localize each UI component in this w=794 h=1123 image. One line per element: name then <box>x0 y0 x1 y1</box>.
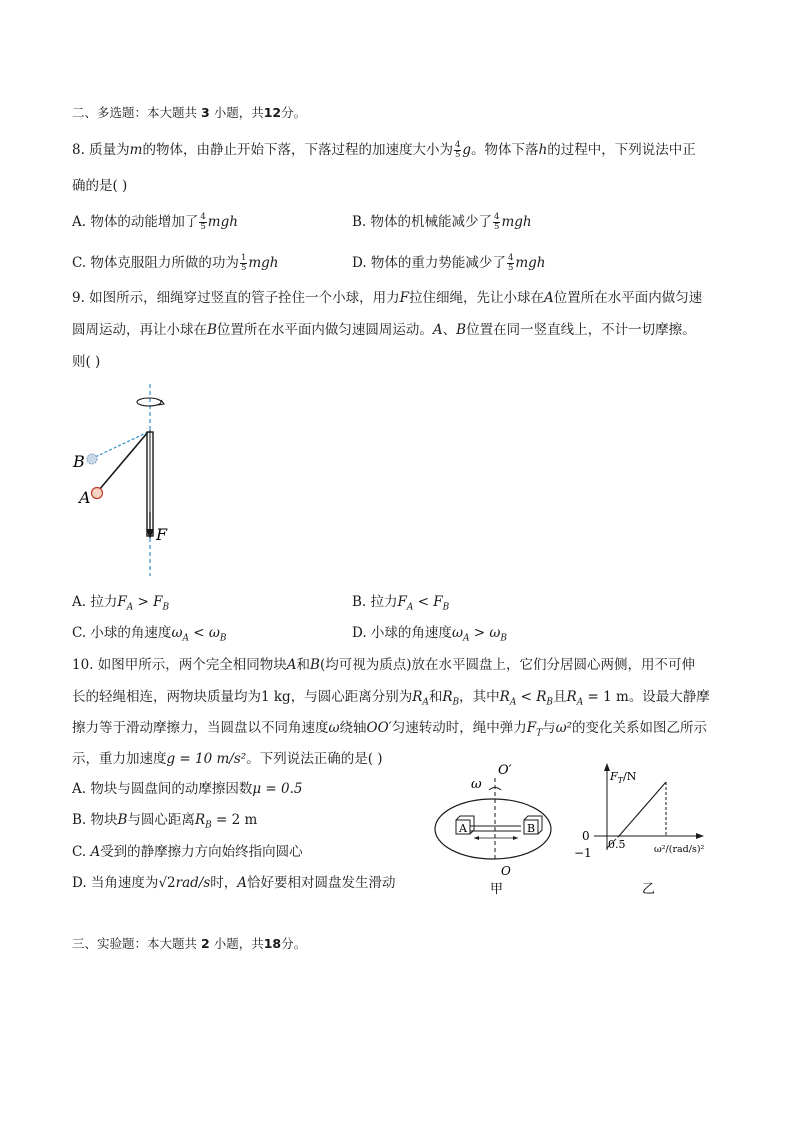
q10-figure-yi <box>574 760 724 895</box>
q10-option-b[interactable]: B. 物块B与圆心距离$R_B = 2$ m <box>72 812 258 831</box>
q10-stem-line3: 擦力等于滑动摩擦力，当圆盘以不同角速度ω绕轴OO′匀速转动时，绳中弹力$F_T$与ω²的变化关系如图乙所示 <box>72 720 708 739</box>
q9-option-c[interactable]: C. 小球的角速度$\omega_A < \omega_B$ <box>72 625 227 644</box>
label-zero: 0 <box>582 829 590 843</box>
label-f: F <box>156 525 168 544</box>
rotation-arrow-icon <box>137 398 161 406</box>
q9-figure <box>70 382 180 578</box>
q9-stem-line2: 圆周运动，再让小球在B位置所在水平面内做匀速圆周运动。A、B位置在同一竖直线上，不计一切摩擦。 <box>72 322 696 338</box>
q10-option-d[interactable]: D. 当角速度为√2rad/s时，A恰好要相对圆盘发生滑动 <box>72 875 396 891</box>
q8-option-c[interactable]: C. 物体克服阻力所做的功为 $\frac{1}{5}$ mgh <box>72 253 279 273</box>
svg-text:B: B <box>527 822 536 835</box>
q9-option-d[interactable]: D. 小球的角速度$\omega_A > \omega_B$ <box>352 625 507 644</box>
q8-option-b[interactable]: B. 物体的机械能减少了 $\frac{4}{5}$ mgh <box>352 212 532 232</box>
y-label: $F_T/N$ <box>610 770 637 785</box>
x-label: ω²/(rad/s)² <box>654 844 705 855</box>
label-tick: 0.5 <box>608 838 626 851</box>
section-2-header: 二、多选题：本大题共 3 小题，共12分。 <box>72 105 307 120</box>
label-a: A <box>79 488 91 507</box>
label-b: B <box>73 452 85 471</box>
caption-jia: 甲 <box>490 882 504 897</box>
q8-stem-line2: 确的是( ) <box>72 178 128 194</box>
graph-line <box>619 782 666 836</box>
q9-option-b[interactable]: B. 拉力$F_A < F_B$ <box>352 594 450 613</box>
string-to-a <box>99 432 148 490</box>
ball-b <box>87 454 97 464</box>
q9-option-a[interactable]: A. 拉力$F_A > F_B$ <box>72 594 170 613</box>
section-3-header: 三、实验题：本大题共 2 小题，共18分。 <box>72 936 307 951</box>
q10-stem-line4: 示，重力加速度g = 10 m/s²。下列说法正确的是( ) <box>72 751 383 767</box>
q10-stem-line2: 长的轻绳相连，两物块质量均为1 kg，与圆心距离分别为$R_A$和$R_B$，其中$R_A < R_B$且$R_A = 1$ m。设最大静摩 <box>72 689 710 708</box>
q9-stem-line1: 9. 如图所示，细绳穿过竖直的管子拴住一个小球，用力F拉住细绳，先让小球在A位置所在水平面内做匀速 <box>72 290 703 306</box>
label-o-prime: O′ <box>498 763 512 778</box>
svg-text:A: A <box>459 822 467 835</box>
caption-yi: 乙 <box>642 882 656 897</box>
label-neg-one: −1 <box>574 846 592 860</box>
q8-option-d[interactable]: D. 物体的重力势能减少了 $\frac{4}{5}$ mgh <box>352 253 546 273</box>
q8-stem-line1: 8. 质量为m的物体，由静止开始下落，下落过程的加速度大小为 $\frac{4}{5}$ g。物体下落h的过程中，下列说法中正 <box>72 140 696 160</box>
string-to-b <box>93 432 148 458</box>
q8-option-a[interactable]: A. 物体的动能增加了 $\frac{4}{5}$ mgh <box>72 212 238 232</box>
fraction: $\frac{4}{5}$ <box>454 140 461 160</box>
q10-stem-line1: 10. 如图甲所示，两个完全相同物块A和B(均可视为质点)放在水平圆盘上，它们分居圆心两侧，用不可伸 <box>72 657 695 673</box>
q10-option-c[interactable]: C. A受到的静摩擦力方向始终指向圆心 <box>72 844 303 860</box>
q10-option-a[interactable]: A. 物块与圆盘间的动摩擦因数μ = 0.5 <box>72 781 303 797</box>
label-o: O <box>501 864 511 878</box>
ball-a <box>92 488 103 499</box>
block-b <box>524 816 542 835</box>
q9-stem-line3: 则( ) <box>72 354 101 370</box>
label-omega: ω <box>471 777 482 792</box>
q10-figure-jia <box>434 760 554 895</box>
